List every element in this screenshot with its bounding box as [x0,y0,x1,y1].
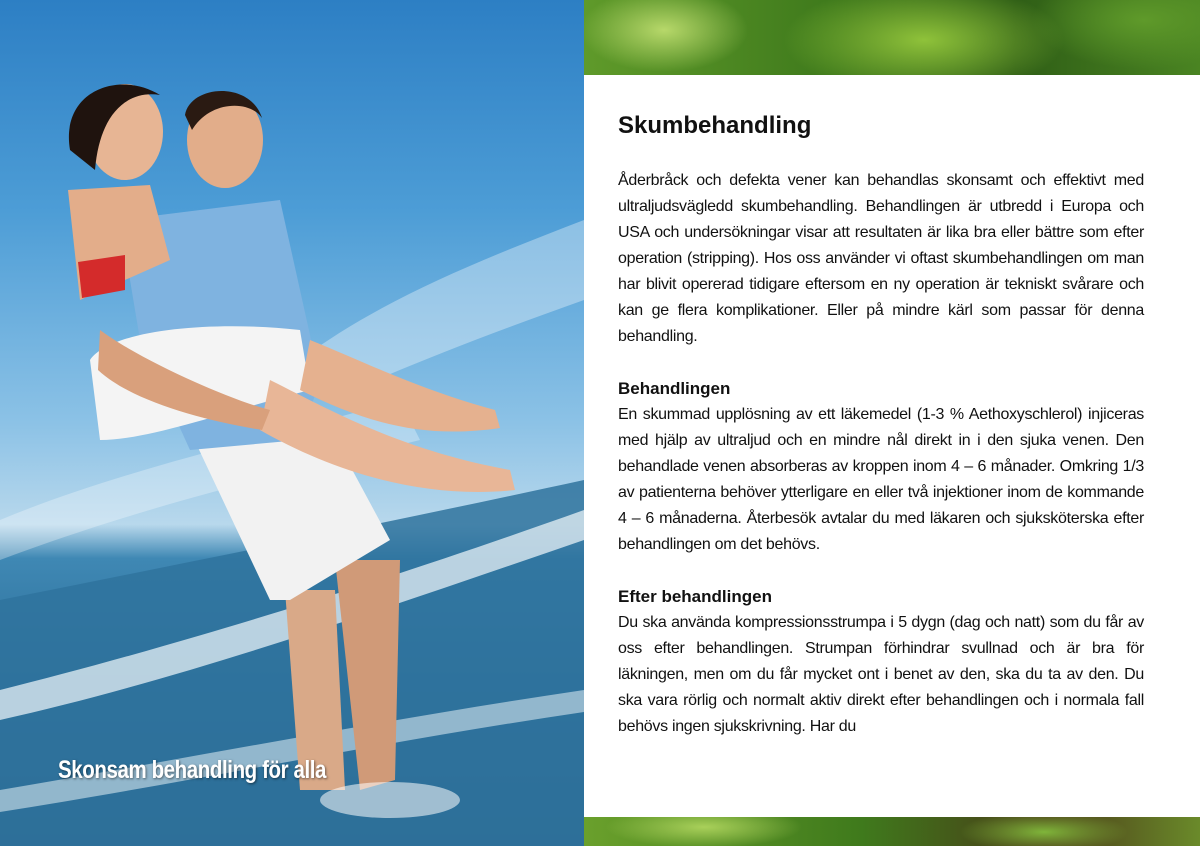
section-heading-efter-behandlingen: Efter behandlingen [618,587,772,606]
leaf-banner-top [584,0,1200,75]
beach-couple-photo [0,0,584,846]
section-heading-behandlingen: Behandlingen [618,379,731,398]
photo-caption: Skonsam behandling för alla [58,756,327,784]
photo-illustration [0,0,584,846]
article-title: Skumbehandling [618,112,812,139]
intro-paragraph: Åderbråck och defekta vener kan behandlas skonsamt och effektivt med ultraljudsvägledd skumbehandling. Behandlingen är utbredd i Europa och USA och undersökningar visar att resultaten är lika bra eller bättre som efter operation (stripping). Hos oss använder vi oftast skumbehandlingen om man har blivit opererad tidigare eftersom en ny operation är tekniskt svårare och kan ge flera komplikationer. Eller på mindre kärl som passar för denna behandling. [618,172,1144,345]
leaf-banner-bottom [584,817,1200,846]
section-body-efter-behandlingen: Du ska använda kompressionsstrumpa i 5 dygn (dag och natt) som du får av oss efter behandlingen. Strumpan förhindrar svullnad och är bra för läkningen, men om du får mycket ont i benet av den, ska du ta av den. Du ska vara rörlig och normalt aktiv direkt efter behandlingen och i normala fall behövs ingen sjukskrivning. Har du [618,614,1144,735]
section-body-behandlingen: En skummad upplösning av ett läkemedel (1-3 % Aethoxyschlerol) injiceras med hjälp av ultraljud och en mindre nål direkt in i den sjuka venen. Den behandlade venen absorberas av kroppen inom 4 – 6 månader. Omkring 1/3 av patienterna behöver ytterligare en eller två injektioner inom de kommande 4 – 6 månaderna. Återbesök avtalar du med läkaren och sjuksköterska efter behandlingen om det behövs. [618,406,1144,553]
article [618,112,1144,766]
